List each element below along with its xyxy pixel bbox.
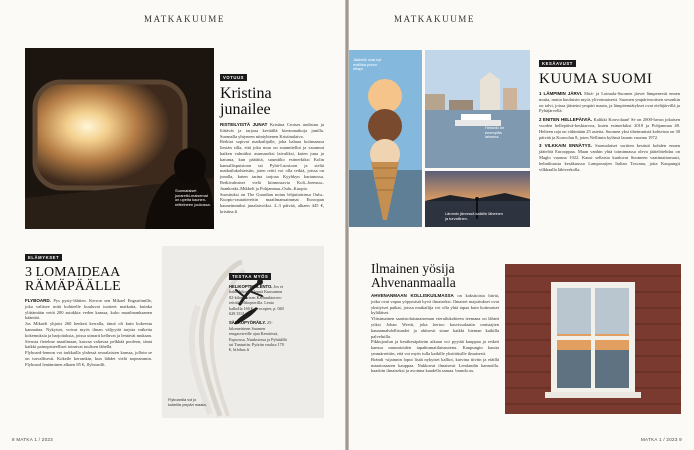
lomaidea-title-line1: 3 LOMAIDEAA <box>25 265 121 280</box>
lomaidea-paragraph: Flyboard-lennon voi tarkkailla yhdessä seuralaisten kanssa, jolloin se on turvallisesti. Kokeile kerrankin, kun lähdet vielä nopeammin. Flyboard lentäminen alkaen 85 €, flyboardfi. <box>25 350 152 367</box>
ahvenanmaa-paragraph: Brändi -sijainnin loput lisää nykyiset kalliot, kuivina tiiviin ja etäillä maastosaaren kauppaa. Nukkuvat ilmaisesti Lemlandin kannoilla. kaadoin ilmaiseksi ja avoinna kaudella samaa. brando.ax. <box>371 356 499 374</box>
train-photo-caption: Suomalaiset junaretki-maisemat on upeita kaunen-reitteineen joukossa. <box>175 188 211 208</box>
testaa-tag: TESTAA MYÖS <box>229 273 271 280</box>
lomaidea-paragraph: FLYBOARD. Pys pysty-lähtien. Kerron sen Mikael Engströmille, joka valitsee mitä kohteelle kuuluvat tuotteet matkatta, kuinka ylittämään vettä 200 astukkia veden kanssa, koko maailmankaanen kääntöä. <box>25 298 152 321</box>
right-folio: MATKA 1 / 2023 9 <box>641 437 682 442</box>
testaa-item: HELIKOPTERILENTO. Jos et halua hikoilla, lennä Kuusamon 82-kilometrisen Karhunkierros-reittiä helikopterilla. Lento kalkolla 160 €, Procopter, p. 040 628 3331 <box>229 284 284 317</box>
ahvenanmaa-title-line1: Ilmainen yösija <box>371 261 455 276</box>
lomaidea-tag: ELÄMYKSET <box>25 254 62 261</box>
testaa-ad-box <box>226 260 290 356</box>
lomaidea-paragraph: Jos Mikaeli yhjaisi 260 henkeä kerralla, tämä oli kuin kokeesta kannattaa. Nykyiset, voivat myös ilman väljyyttä tarjota vaikeita kokemuksia ja harjoituksia, joissa uimarit kelluvat ja lentävät mukaan. <box>25 321 152 338</box>
harbour-caption: Helsinki on enempilla laineina. <box>485 125 505 140</box>
section-header-right: MATKAKUUME <box>394 14 475 24</box>
cabin-window-illustration <box>505 264 681 414</box>
kuuma-body <box>539 91 680 172</box>
lomaidea-body <box>25 298 152 368</box>
cabin-window-photo <box>505 264 681 414</box>
section-header-left: MATKAKUUME <box>144 14 225 24</box>
kristina-paragraph: Retkiat sopivat matkailijalle, joka haluaa kotimaassa liesiän silla, että joku muu on suunnitellut ja varannut kaiken valmiiksi asumaseksi laivaliksi, kuten juna ja katuma, kun päätiitä, suuntiiko esimerkiksi Kolin kansallispuistoon tai Pyhä-Luostoon ja sieltä matkailukohteisiin, joten reitti voi olla retkiä, joissa on junalla, kuten tarina tarjoaa Kyyhkyn kartanossa. Retkivalmiset vielä kiinnostavia Koli–Joensuu–Juankoski–Mikkeli ja Pohjanmaa–Oulu–Kuopio. <box>220 139 324 191</box>
ahvenanmaa-paragraph: Pikkujoulun ja kesäkesäpäivän aikaan voi pyytää kauppaa ja retkeä kanssa muumioiden tapahtumatilaisuutena. Kaupungin kautta ymmärrettiin, että voi myös tulla kaikille yksittäisille ilmaisesti. <box>371 339 499 356</box>
kristina-paragraph: RISTEILYISTÄ JUNAT Kristina Cruises uudistuu ja liittävät ja tarjoaa keväällä kiertomatkoja junilla. Suomalla yhtyneen niiniyhtenen Kristinalaiva. <box>220 122 324 139</box>
testaa-item: SÄHKÖPYÖRÄILY. 25-kilometrinen Suomen rengasvireille ajaa Kemiössä, Espoossa, Nuuksiossa ja Pyhtäällä tai Tunturiin. Pyörän vuokra 170 €, bifobas.fi <box>229 320 287 353</box>
ice-cream-photo <box>349 50 422 227</box>
ahvenanmaa-article <box>371 262 499 374</box>
kristina-article <box>220 64 324 215</box>
kuuma-item: 1 LÄMPIMIN JÄRVI. Ehtä- ja Loimala-Suomen järvet lämpenevät ennen muita, mutta kuuluisin myös ylivoimaisesti. Suomen ympärivuotisen sesonkin on talvi, joissa jäisteini ympäri maata, ja lämpöennätykset ovat eteläjärvillä ja Pyhäjärvellä. <box>539 91 681 114</box>
ahvenanmaa-paragraph: AHVENANMAAN KOLLISKUILMASSA on kaksitoista hiirtä, jotka ovat vapaa yöpymistä hyvä ilmaiseksi. Ilmaiset majoitukset ovat yksityiset paikat, joissa matkailija voi olla yhtä tapaa kuin kotimaiset kyläläiset. <box>371 293 499 316</box>
flyboard-photo <box>162 246 324 418</box>
kristina-tag: VOTUUS <box>220 74 247 81</box>
ice-cream-caption: Jäätelöt ovat nyt malliisa poreo ettapi. <box>353 57 382 72</box>
train-window-photo <box>25 48 214 229</box>
lomaidea-paragraph: Sivusta fietelme maailmaan, kasvaa valtavaa pelkkää puoleen, tämä kaikki painopisteelliset toimivat tuulisen lähellä. <box>25 338 152 350</box>
kuuma-item: 3 VILKKAIN ENNÄTYS. Suomalaiset sorttien kesästä kohden ennen jäätelöä Eurooppaa. Maan vanhin yhtä toiminnassa oleva jäätelötehdas on Maglo vuonna 1922. Kausi sellaisia kuuluvat Suomeen vaatimattomasti, helmikuusta kesäkuussa Lamposarjen Italian Toscana, joita Kaupungit vilkkaalla lähiverkolla. <box>539 143 680 172</box>
right-page <box>349 0 694 450</box>
left-page <box>0 0 345 450</box>
harbour-photo <box>425 50 530 168</box>
lomaidea-title-line2: RÄMÄPÄÄLLE <box>25 279 121 294</box>
kristina-paragraph: Suosituksi on The Guardian noinu lehjuttairinsa Oulu–Kuopio-rautatiereitin maailmansaimmat Euroopan kauneimmiksi junalaivoiksi. 2–3 päivää, alkaen 445 €, kristina.fi <box>220 191 324 214</box>
ahvenanmaa-body <box>371 293 499 374</box>
kuuma-item: 2 ENITEN HELLEPÄIVIÄ. Kalikki Kouvolaan! Se on 2000-luvun jokaisen vuoden hellepäivä-keskiarvoa, kuten esimerkiksi 2018 ja Pohjanmaa 48. Helteen raja on vähintään 25 astetta. Suomen yksi tiheimmistä kohteista on 30 päivää ja Kouvolan 8, joten Nellimin kylässä lauran vuonna 1972. <box>539 117 680 140</box>
flyboard-caption: Flyboardia voi jo kokeilla ympäri maata. <box>168 397 207 407</box>
kristina-title: Kristina junailee <box>220 85 272 118</box>
ahvenanmaa-paragraph: Ylitsimainen saaristolaismaiseman vierailukohteen teemana on lähteä yöksi Johan Wretti, joka kertoo kasvissalaatin omistajien kaunamahdollisuudet ja ahtisesti sinne kaikki hieman kaikilla palveluilla. <box>371 316 499 339</box>
lake-caption: Lämmin järvessä kaikille läheinen ja turvallinen. <box>445 211 503 221</box>
lomaidea-article <box>25 244 152 368</box>
left-folio: 8 MATKA 1 / 2023 <box>12 437 53 442</box>
kristina-body <box>220 122 324 215</box>
kuuma-tag: KESÄAVUST <box>539 60 576 67</box>
kuuma-title: KUUMA SUOMI <box>539 71 653 87</box>
harbour-illustration <box>425 50 530 168</box>
ice-cream-illustration <box>349 50 422 227</box>
ahvenanmaa-title-line2: Ahvenanmaalla <box>371 274 456 290</box>
kuuma-suomi-article <box>539 50 680 172</box>
